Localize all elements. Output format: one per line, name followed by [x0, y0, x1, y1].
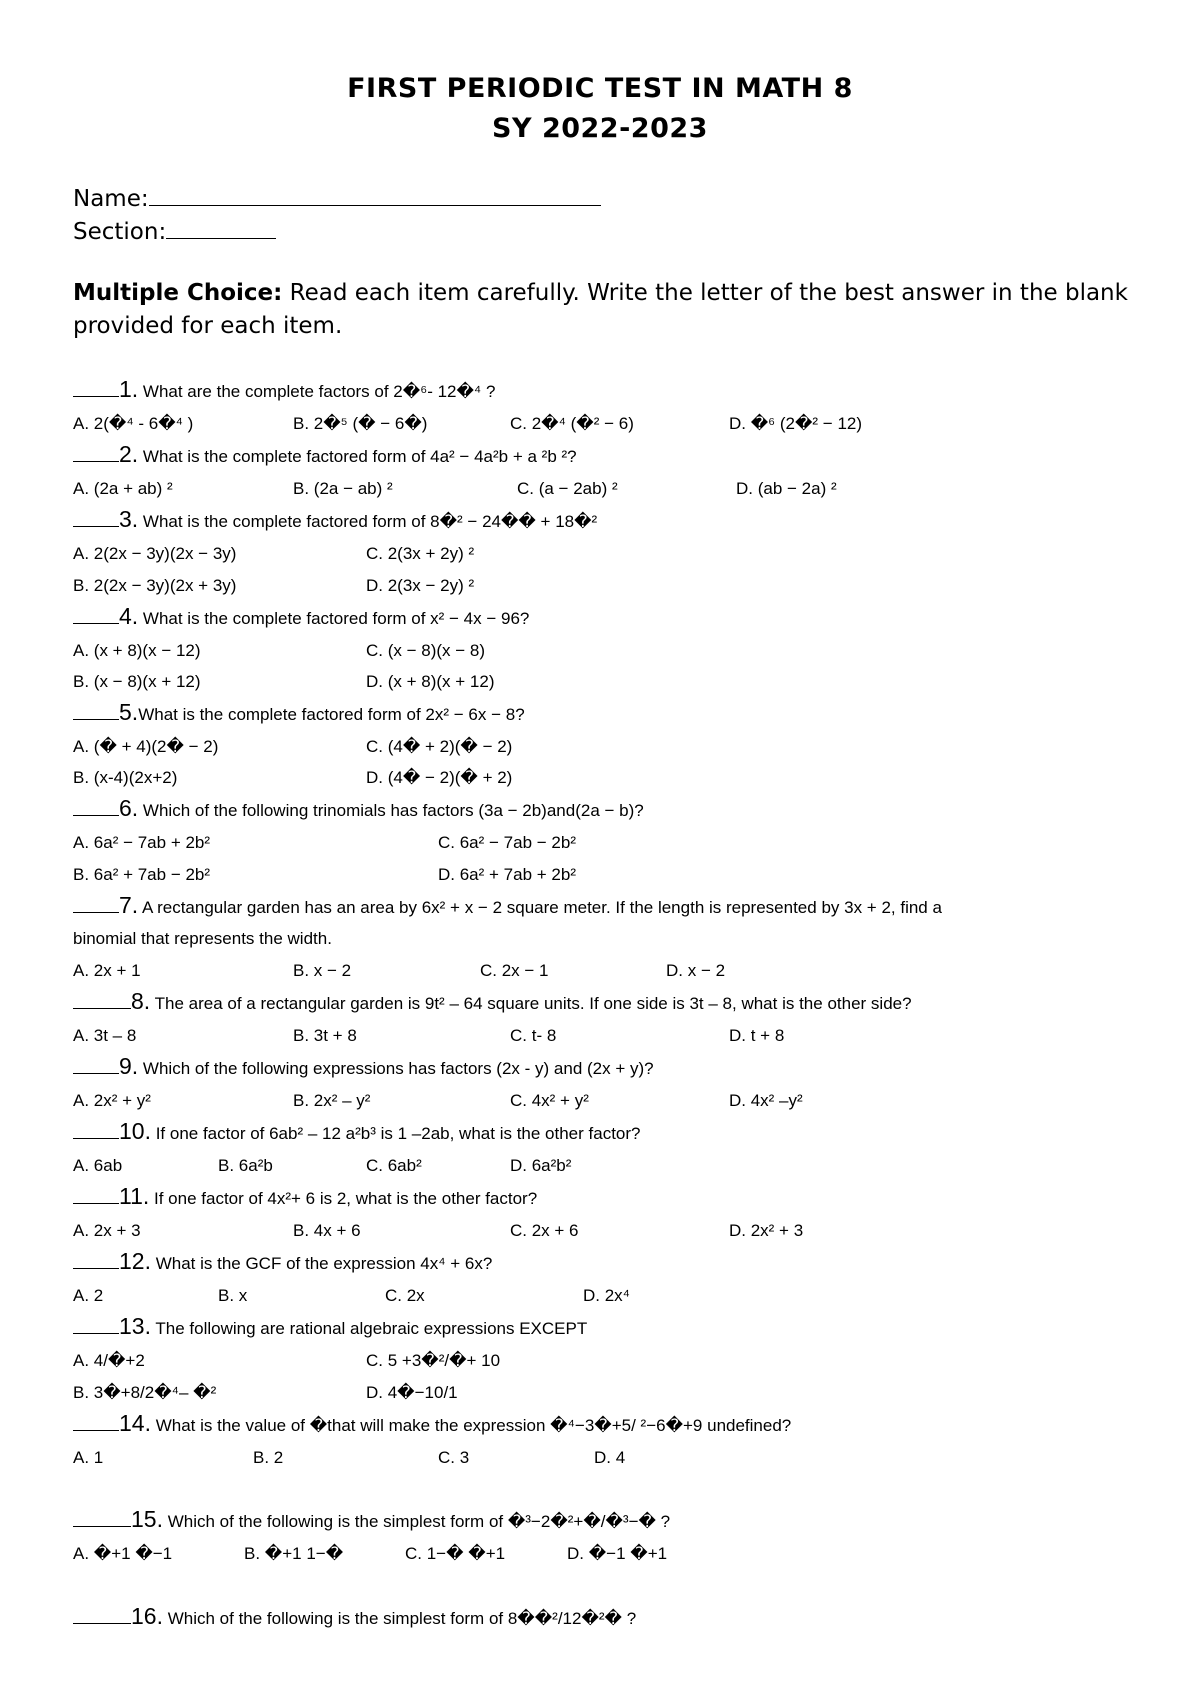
question-number: 3. — [119, 506, 139, 532]
option-b: B. (x − 8)(x + 12) — [73, 672, 201, 691]
option-a: A. 2x + 3 — [73, 1221, 141, 1240]
question-number: 10. — [119, 1118, 151, 1144]
question-number: 8. — [131, 988, 151, 1014]
answer-blank[interactable] — [73, 1055, 119, 1074]
answer-blank[interactable] — [73, 1508, 131, 1527]
option-c: C. t- 8 — [510, 1026, 557, 1045]
question-7 — [73, 892, 942, 919]
option-c: C. (x − 8)(x − 8) — [366, 641, 486, 660]
option-a: A. 2 — [73, 1286, 104, 1305]
option-c: C. 4x² + y² — [510, 1091, 589, 1110]
option-b: B. 2�⁵ (� − 6�) — [293, 414, 428, 433]
question-number: 16. — [131, 1603, 163, 1629]
question-text-continued: binomial that represents the width. — [73, 929, 332, 948]
question-text: What is the complete factored form of 2x² − 6x − 8? — [138, 705, 525, 724]
answer-blank[interactable] — [73, 508, 119, 527]
option-c: C. 1−� �+1 — [405, 1544, 506, 1563]
option-d: D. (x + 8)(x + 12) — [366, 672, 495, 691]
question-text: The area of a rectangular garden is 9t² – 64 square units. If one side is 3t – 8, what is the other side? — [150, 994, 912, 1013]
question-text: Which of the following trinomials has factors (3a − 2b)and(2a − b)? — [138, 801, 644, 820]
question-number: 12. — [119, 1248, 151, 1274]
option-d: D. 4�−10/1 — [366, 1383, 458, 1402]
answer-blank[interactable] — [73, 605, 119, 624]
answer-blank[interactable] — [73, 443, 119, 462]
instructions-heading: Multiple Choice: — [73, 280, 283, 306]
option-d: D. 4x² –y² — [729, 1091, 803, 1110]
option-b: B. x − 2 — [293, 961, 352, 980]
question-text: What are the complete factors of 2�⁶- 12�⁴ ? — [138, 382, 496, 401]
question-text: The following are rational algebraic expressions EXCEPT — [150, 1319, 588, 1338]
answer-blank[interactable] — [73, 1250, 119, 1269]
answer-blank[interactable] — [73, 1412, 119, 1431]
question-11 — [73, 1183, 537, 1210]
question-number: 2. — [119, 441, 139, 467]
option-a: A. (x + 8)(x − 12) — [73, 641, 201, 660]
question-text: What is the complete factored form of 4a² − 4a²b + a ²b ²? — [138, 447, 577, 466]
option-b: B. 2x² – y² — [293, 1091, 371, 1110]
option-b: B. �+1 1−� — [244, 1544, 344, 1563]
question-number: 6. — [119, 795, 139, 821]
question-text: Which of the following is the simplest form of �³−2�²+�/�³−� ? — [162, 1512, 671, 1531]
question-number: 15. — [131, 1506, 163, 1532]
question-number: 13. — [119, 1313, 151, 1339]
option-a: A. (2a + ab) ² — [73, 479, 173, 498]
option-a: A. �+1 �−1 — [73, 1544, 173, 1563]
option-d: D. �⁶ (2�² − 12) — [729, 414, 863, 433]
question-text: Which of the following is the simplest form of 8��²/12�²� ? — [162, 1609, 637, 1628]
option-d: D. (4� − 2)(� + 2) — [366, 768, 513, 787]
option-a: A. 6a² − 7ab + 2b² — [73, 833, 211, 852]
option-b: B. 2(2x − 3y)(2x + 3y) — [73, 576, 237, 595]
question-1 — [73, 376, 495, 403]
option-b: B. 6a² + 7ab − 2b² — [73, 865, 211, 884]
option-d: D. 2x² + 3 — [729, 1221, 804, 1240]
option-a: A. 3t – 8 — [73, 1026, 137, 1045]
question-text: A rectangular garden has an area by 6x² + x − 2 square meter. If the length is represented by 3x + 2, find a — [138, 898, 942, 917]
question-text: What is the GCF of the expression 4x⁴ + 6x? — [150, 1254, 493, 1273]
option-c: C. (a − 2ab) ² — [517, 479, 618, 498]
question-text: What is the complete factored form of x² − 4x − 96? — [138, 609, 530, 628]
option-c: C. 2x + 6 — [510, 1221, 579, 1240]
option-c: C. 2(3x + 2y) ² — [366, 544, 475, 563]
name-blank[interactable] — [149, 183, 601, 206]
option-a: A. 6ab — [73, 1156, 123, 1175]
question-15 — [73, 1506, 670, 1533]
question-number: 11. — [119, 1183, 150, 1209]
question-number: 7. — [119, 892, 139, 918]
option-d: D. (ab − 2a) ² — [736, 479, 837, 498]
section-field[interactable] — [73, 216, 276, 245]
question-text: Which of the following expressions has factors (2x - y) and (2x + y)? — [138, 1059, 654, 1078]
question-3 — [73, 506, 597, 533]
question-9 — [73, 1053, 654, 1080]
option-d: D. 6a²b² — [510, 1156, 572, 1175]
option-d: D. x − 2 — [666, 961, 726, 980]
option-a: A. (� + 4)(2� − 2) — [73, 737, 219, 756]
question-text: What is the value of �that will make the expression �⁴−3�+5/ ²−6�+9 undefined? — [150, 1416, 792, 1435]
question-number: 14. — [119, 1410, 151, 1436]
option-c: C. 3 — [438, 1448, 470, 1467]
option-c: C. 5 +3�²/�+ 10 — [366, 1351, 501, 1370]
answer-blank[interactable] — [73, 1605, 131, 1624]
option-a: A. 2(�⁴ - 6�⁴ ) — [73, 414, 194, 433]
option-b: B. (2a − ab) ² — [293, 479, 393, 498]
school-year: SY 2022-2023 — [492, 113, 708, 144]
option-c: C. (4� + 2)(� − 2) — [366, 737, 513, 756]
answer-blank[interactable] — [73, 1315, 119, 1334]
question-number: 5. — [119, 699, 139, 725]
section-label: Section: — [73, 219, 167, 245]
option-b: B. (x-4)(2x+2) — [73, 768, 178, 787]
question-6 — [73, 795, 644, 822]
option-d: D. 6a² + 7ab + 2b² — [438, 865, 576, 884]
option-c: C. 2�⁴ (�² − 6) — [510, 414, 634, 433]
option-a: A. 1 — [73, 1448, 104, 1467]
option-b: B. 4x + 6 — [293, 1221, 361, 1240]
option-a: A. 2x² + y² — [73, 1091, 151, 1110]
question-5 — [73, 699, 525, 726]
option-c: C. 6ab² — [366, 1156, 422, 1175]
option-d: D. 2(3x − 2y) ² — [366, 576, 475, 595]
question-10 — [73, 1118, 641, 1145]
question-12 — [73, 1248, 492, 1275]
name-label: Name: — [73, 186, 149, 212]
option-d: D. �−1 �+1 — [567, 1544, 668, 1563]
question-number: 1. — [119, 376, 139, 402]
question-text: What is the complete factored form of 8�² − 24�� + 18�² — [138, 512, 598, 531]
answer-blank[interactable] — [73, 797, 119, 816]
option-b: B. 3t + 8 — [293, 1026, 357, 1045]
option-c: C. 6a² − 7ab − 2b² — [438, 833, 576, 852]
answer-blank[interactable] — [73, 894, 119, 913]
question-number: 4. — [119, 603, 139, 629]
answer-blank[interactable] — [73, 1185, 119, 1204]
instructions-text: Read each item carefully. Write the letter of the best answer in the blank provided for each item. — [73, 280, 1128, 339]
instructions — [73, 277, 1133, 343]
option-b: B. 6a²b — [218, 1156, 273, 1175]
option-c: C. 2x − 1 — [480, 961, 549, 980]
question-2 — [73, 441, 577, 468]
question-4 — [73, 603, 529, 630]
question-14 — [73, 1410, 791, 1437]
option-b: B. x — [218, 1286, 248, 1305]
answer-blank[interactable] — [73, 378, 119, 397]
question-text: If one factor of 4x²+ 6 is 2, what is the other factor? — [149, 1189, 538, 1208]
option-d: D. 4 — [594, 1448, 626, 1467]
section-blank[interactable] — [166, 216, 276, 239]
answer-blank[interactable] — [73, 1120, 119, 1139]
question-16 — [73, 1603, 636, 1630]
option-b: B. 3�+8/2�⁴– �² — [73, 1383, 217, 1402]
answer-blank[interactable] — [73, 990, 131, 1009]
option-a: A. 4/�+2 — [73, 1351, 145, 1370]
answer-blank[interactable] — [73, 701, 119, 720]
option-d: D. t + 8 — [729, 1026, 785, 1045]
test-title: FIRST PERIODIC TEST IN MATH 8 — [347, 73, 853, 104]
question-8 — [73, 988, 912, 1015]
option-a: A. 2(2x − 3y)(2x − 3y) — [73, 544, 237, 563]
name-field[interactable] — [73, 183, 601, 212]
question-number: 9. — [119, 1053, 139, 1079]
option-d: D. 2x⁴ — [583, 1286, 630, 1305]
question-text: If one factor of 6ab² – 12 a²b³ is 1 –2ab, what is the other factor? — [150, 1124, 641, 1143]
question-13 — [73, 1313, 587, 1340]
option-a: A. 2x + 1 — [73, 961, 141, 980]
option-b: B. 2 — [253, 1448, 284, 1467]
option-c: C. 2x — [385, 1286, 425, 1305]
